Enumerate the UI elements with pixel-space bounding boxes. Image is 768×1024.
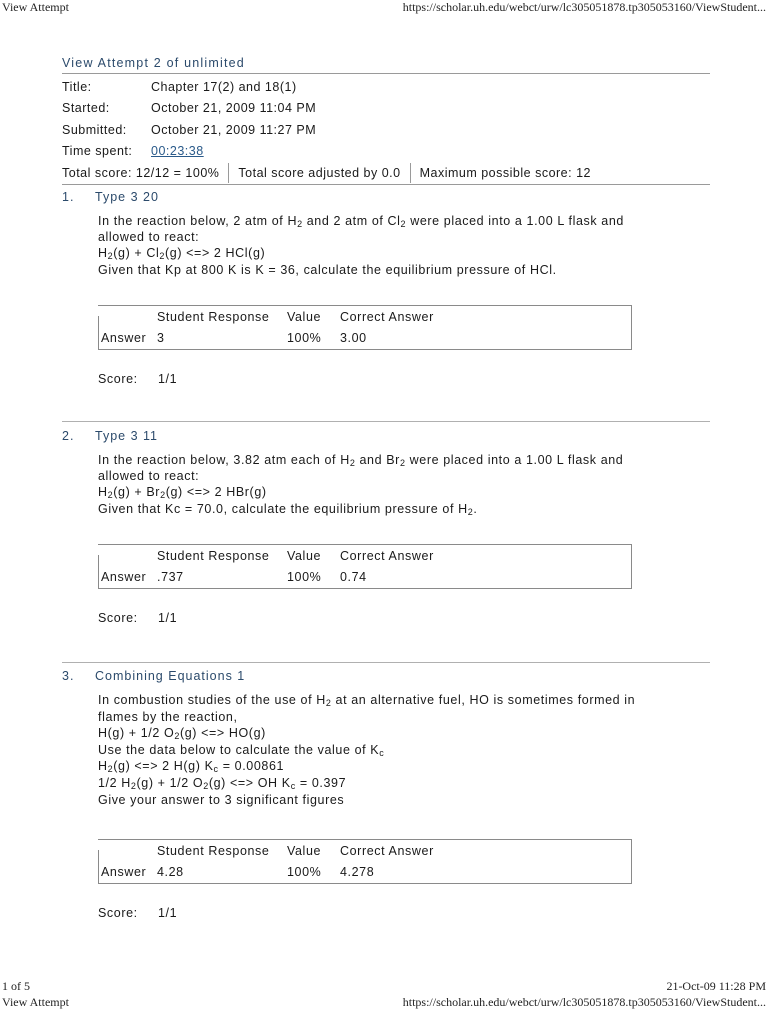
response-table-header — [157, 310, 434, 324]
question-text: In the reaction below, 3.82 atm each of $H_2$ and $Br_2$ were placed into a 1.00 L flask and allowed to react: $H_2(g) + Br_2(g)$ <=> 2 HBr(g) Given that Kc = 70.0, calculate the equilibrium pressure of $H_2$. — [98, 453, 624, 517]
col-correct-answer: Correct Answer — [340, 844, 434, 859]
response-table-header — [157, 844, 434, 858]
title-value: Chapter 17(2) and 18(1) — [151, 79, 297, 94]
student-response: .737 — [157, 569, 184, 584]
question-3 — [62, 664, 710, 920]
question-number: 1. — [62, 190, 75, 204]
question-name: Type 3 11 — [95, 429, 158, 443]
response-table — [98, 839, 632, 884]
answer-value: 100% — [287, 330, 322, 345]
col-student-response: Student Response — [157, 844, 270, 859]
started-label: Started: — [62, 101, 110, 116]
answer-label: Answer — [101, 865, 147, 880]
correct-answer: 3.00 — [340, 330, 367, 345]
started-row — [62, 98, 710, 120]
question-number: 3. — [62, 669, 75, 683]
answer-value: 100% — [287, 569, 322, 584]
answer-row — [101, 331, 367, 345]
student-response: 3 — [157, 330, 165, 345]
question-name: Type 3 20 — [95, 190, 159, 204]
total-score: Total score: 12/12 = 100% — [62, 166, 220, 180]
question-score: Score: 1/1 — [98, 371, 178, 386]
page-number: 1 of 5 — [2, 979, 30, 993]
correct-answer: 0.74 — [340, 569, 367, 584]
submitted-label: Submitted: — [62, 122, 127, 137]
question-name: Combining Equations 1 — [95, 669, 246, 683]
total-score-row — [62, 162, 710, 185]
time-spent-row — [62, 141, 710, 163]
table-left-border — [98, 850, 99, 883]
question-score: Score: 1/1 — [98, 906, 178, 921]
question-text: In combustion studies of the use of $H_2$ at an alternative fuel, HO is sometimes formed in flames by the reaction, H(g) + 1/2 $O_2(g)$ <=> HO(g) Use the data below to calculate the value of $K_c$ $H_2(g)$ <=> 2 H(g) $K_c = 0.00861$ 1/2 $H_2(g) + 1/2$ $O_2(g)$ <=> OH $K_c = 0.397$ Give your answer to 3 significant figures — [98, 693, 636, 807]
response-table — [98, 305, 632, 350]
col-value: Value — [287, 844, 322, 859]
answer-row — [101, 865, 374, 879]
time-spent-link[interactable]: 00:23:38 — [151, 144, 204, 159]
col-correct-answer: Correct Answer — [340, 548, 434, 563]
title-row — [62, 76, 710, 98]
question-header — [62, 185, 710, 209]
title-label: Title: — [62, 79, 92, 94]
col-correct-answer: Correct Answer — [340, 309, 434, 324]
col-student-response: Student Response — [157, 548, 270, 563]
print-footer — [2, 979, 766, 994]
question-number: 2. — [62, 429, 75, 443]
score-adjusted: Total score adjusted by 0.0 — [238, 166, 401, 180]
table-left-border — [98, 316, 99, 349]
attempt-page — [62, 56, 710, 920]
question-header — [62, 664, 710, 688]
max-score: Maximum possible score: 12 — [419, 166, 591, 180]
print-footer-url: https://scholar.uh.edu/webct/urw/lc305051878.tp305053160/ViewStudent... — [402, 995, 766, 1009]
question-2 — [62, 424, 710, 663]
started-value: October 21, 2009 11:04 PM — [151, 101, 317, 116]
student-response: 4.28 — [157, 865, 184, 880]
question-score: Score: 1/1 — [98, 610, 178, 625]
print-footer-title: View Attempt — [2, 995, 69, 1009]
attempt-heading: View Attempt 2 of unlimited — [62, 56, 710, 74]
question-text: In the reaction below, 2 atm of $H_2$ and 2 atm of $Cl_2$ were placed into a 1.00 L flask and allowed to react: $H_2(g) + Cl_2(g)$ <=> 2 HCl(g) Given that Kp at 800 K is K = 36, calculate the equilibrium pressure of HCl. — [98, 214, 624, 277]
submitted-value: October 21, 2009 11:27 PM — [151, 122, 317, 137]
score-value: 1/1 — [158, 610, 178, 625]
answer-row — [101, 570, 367, 584]
col-value: Value — [287, 548, 322, 563]
response-table — [98, 544, 632, 589]
col-student-response: Student Response — [157, 309, 270, 324]
score-separator — [410, 163, 411, 183]
answer-label: Answer — [101, 330, 147, 345]
answer-value: 100% — [287, 865, 322, 880]
col-value: Value — [287, 309, 322, 324]
question-header — [62, 424, 710, 448]
print-header-url: https://scholar.uh.edu/webct/urw/lc305051878.tp305053160/ViewStudent... — [402, 0, 766, 14]
correct-answer: 4.278 — [340, 865, 375, 880]
time-spent-label: Time spent: — [62, 144, 133, 159]
answer-label: Answer — [101, 569, 147, 584]
print-header — [2, 0, 766, 15]
print-datetime: 21-Oct-09 11:28 PM — [666, 979, 766, 993]
question-1 — [62, 185, 710, 422]
score-value: 1/1 — [158, 371, 178, 386]
score-value: 1/1 — [158, 906, 178, 921]
submitted-row — [62, 119, 710, 141]
print-header-title: View Attempt — [2, 0, 69, 14]
table-left-border — [98, 555, 99, 588]
response-table-header — [157, 549, 434, 563]
print-footer-header — [2, 995, 766, 1010]
score-separator — [228, 163, 229, 183]
